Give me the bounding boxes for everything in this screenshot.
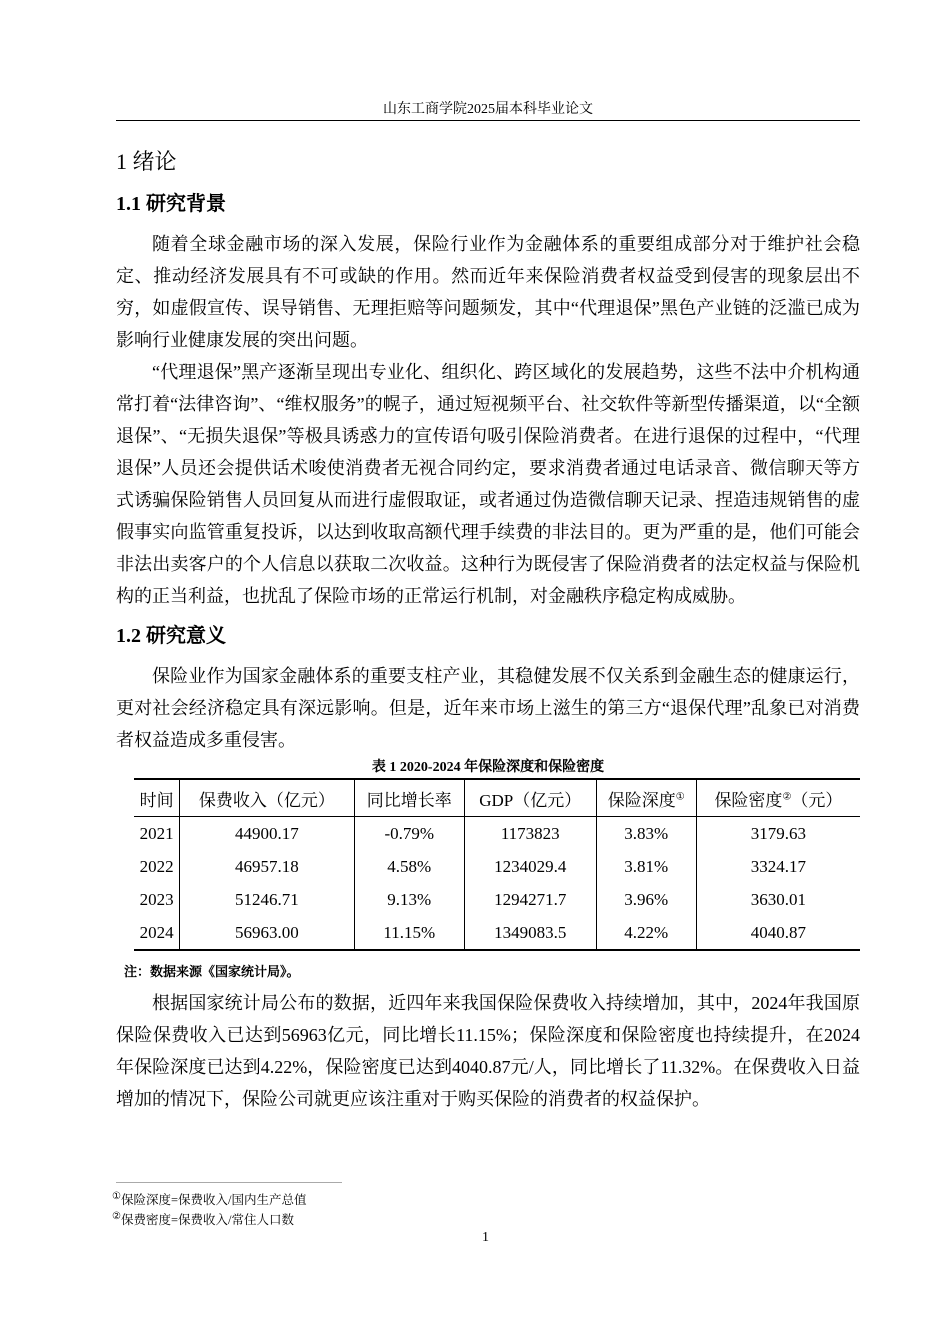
footnote-mark: ② <box>112 1210 121 1222</box>
table-note: 注：数据来源《国家统计局》。 <box>124 964 300 979</box>
table-cell: 4.58% <box>354 850 464 883</box>
table-row <box>134 916 860 950</box>
table-cell: 51246.71 <box>180 883 354 916</box>
column-header: 同比增长率 <box>354 779 464 817</box>
header-text: 保险深度 <box>607 790 676 810</box>
table-cell: 4040.87 <box>696 916 860 950</box>
table-cell: 4.22% <box>596 916 696 950</box>
table-cell: 1234029.4 <box>464 850 596 883</box>
table-cell: 11.15% <box>354 916 464 950</box>
header-text: 保险密度 <box>714 790 783 810</box>
footnote <box>112 1210 294 1228</box>
chapter-title: 1 绪论 <box>116 149 177 174</box>
paragraph: “代理退保”黑产逐渐呈现出专业化、组织化、跨区域化的发展趋势，这些不法中介机构通常打着“法律咨询”、“维权服务”的幌子，通过短视频平台、社交软件等新型传播渠道，以“全额退保”、“无损失退保”等极具诱惑力的宣传语句吸引保险消费者。在进行退保的过程中，“代理退保”人员还会提供话术唆使消费者无视合同约定，要求消费者通过电话录音、微信聊天等方式诱骗保险销售人员回复从而进行虚假取证，或者通过伪造微信聊天记录、捏造违规销售的虚假事实向监管重复投诉，以达到收取高额代理手续费的非法目的。更为严重的是，他们可能会非法出卖客户的个人信息以获取二次收益。这种行为既侵害了保险消费者的法定权益与保险机构的正当利益，也扰乱了保险市场的正常运行机制，对金融秩序稳定构成威胁。 <box>116 362 860 606</box>
table-cell: -0.79% <box>354 817 464 851</box>
paragraph: 根据国家统计局公布的数据，近四年来我国保险保费收入持续增加，其中，2024年我国原保险保费收入已达到56963亿元，同比增长11.15%；保险深度和保险密度也持续提升，在2024年保险深度已达到4.22%，保险密度已达到4040.87元/人，同比增长了11.32%。在保费收入日益增加的情况下，保险公司就更应该注重对于购买保险的消费者的权益保护。 <box>116 993 860 1109</box>
footnote <box>112 1190 307 1208</box>
table-cell: 3179.63 <box>696 817 860 851</box>
column-header <box>696 779 860 817</box>
table-cell: 3.83% <box>596 817 696 851</box>
table-cell: 3630.01 <box>696 883 860 916</box>
table-cell: 3.81% <box>596 850 696 883</box>
table-caption: 表 1 2020-2024 年保险深度和保险密度 <box>371 760 605 775</box>
column-header: 时间 <box>134 779 180 817</box>
section-title: 1.2 研究意义 <box>116 625 226 647</box>
footnote-ref: ② <box>782 790 792 802</box>
table-cell: 2022 <box>139 856 174 876</box>
table-cell: 44900.17 <box>180 817 354 851</box>
footnote-text: 保费密度=保费收入/常住人口数 <box>120 1213 294 1227</box>
column-header <box>596 779 696 817</box>
table-cell: 2021 <box>139 823 174 843</box>
table-row <box>134 883 860 916</box>
data-table <box>134 778 860 951</box>
paragraph: 保险业作为国家金融体系的重要支柱产业，其稳健发展不仅关系到金融生态的健康运行，更对社会经济稳定具有深远影响。但是，近年来市场上滋生的第三方“退保代理”乱象已对消费者权益造成多重侵害。 <box>116 666 860 750</box>
table-cell: 56963.00 <box>180 916 354 950</box>
table-cell: 9.13% <box>354 883 464 916</box>
footnote-mark: ① <box>112 1190 121 1202</box>
table-cell: 2023 <box>139 889 174 909</box>
footnote-ref: ① <box>675 790 685 802</box>
footnote-text: 保险深度=保费收入/国内生产总值 <box>120 1193 307 1207</box>
column-header: GDP（亿元） <box>464 779 596 817</box>
running-header: 山东工商学院2025届本科毕业论文 <box>383 102 593 117</box>
table-cell: 1294271.7 <box>464 883 596 916</box>
footnote-rule <box>116 1182 342 1183</box>
table-row <box>134 850 860 883</box>
column-header: 保费收入（亿元） <box>180 779 354 817</box>
paragraph: 随着全球金融市场的深入发展，保险行业作为金融体系的重要组成部分对于维护社会稳定、推动经济发展具有不可或缺的作用。然而近年来保险消费者权益受到侵害的现象层出不穷，如虚假宣传、误导销售、无理拒赔等问题频发，其中“代理退保”黑色产业链的泛滥已成为影响行业健康发展的突出问题。 <box>116 234 860 350</box>
header-rule <box>116 120 860 121</box>
table-cell: 3.96% <box>596 883 696 916</box>
table-cell: 1173823 <box>464 817 596 851</box>
table-cell: 1349083.5 <box>464 916 596 950</box>
header-unit: （元） <box>791 790 843 810</box>
table-cell: 2024 <box>134 916 180 950</box>
table-cell: 46957.18 <box>180 850 354 883</box>
table-cell: 3324.17 <box>696 850 860 883</box>
page-number: 1 <box>482 1230 489 1245</box>
table-row <box>134 817 860 851</box>
table-header-row <box>134 779 860 817</box>
section-title: 1.1 研究背景 <box>116 193 226 215</box>
